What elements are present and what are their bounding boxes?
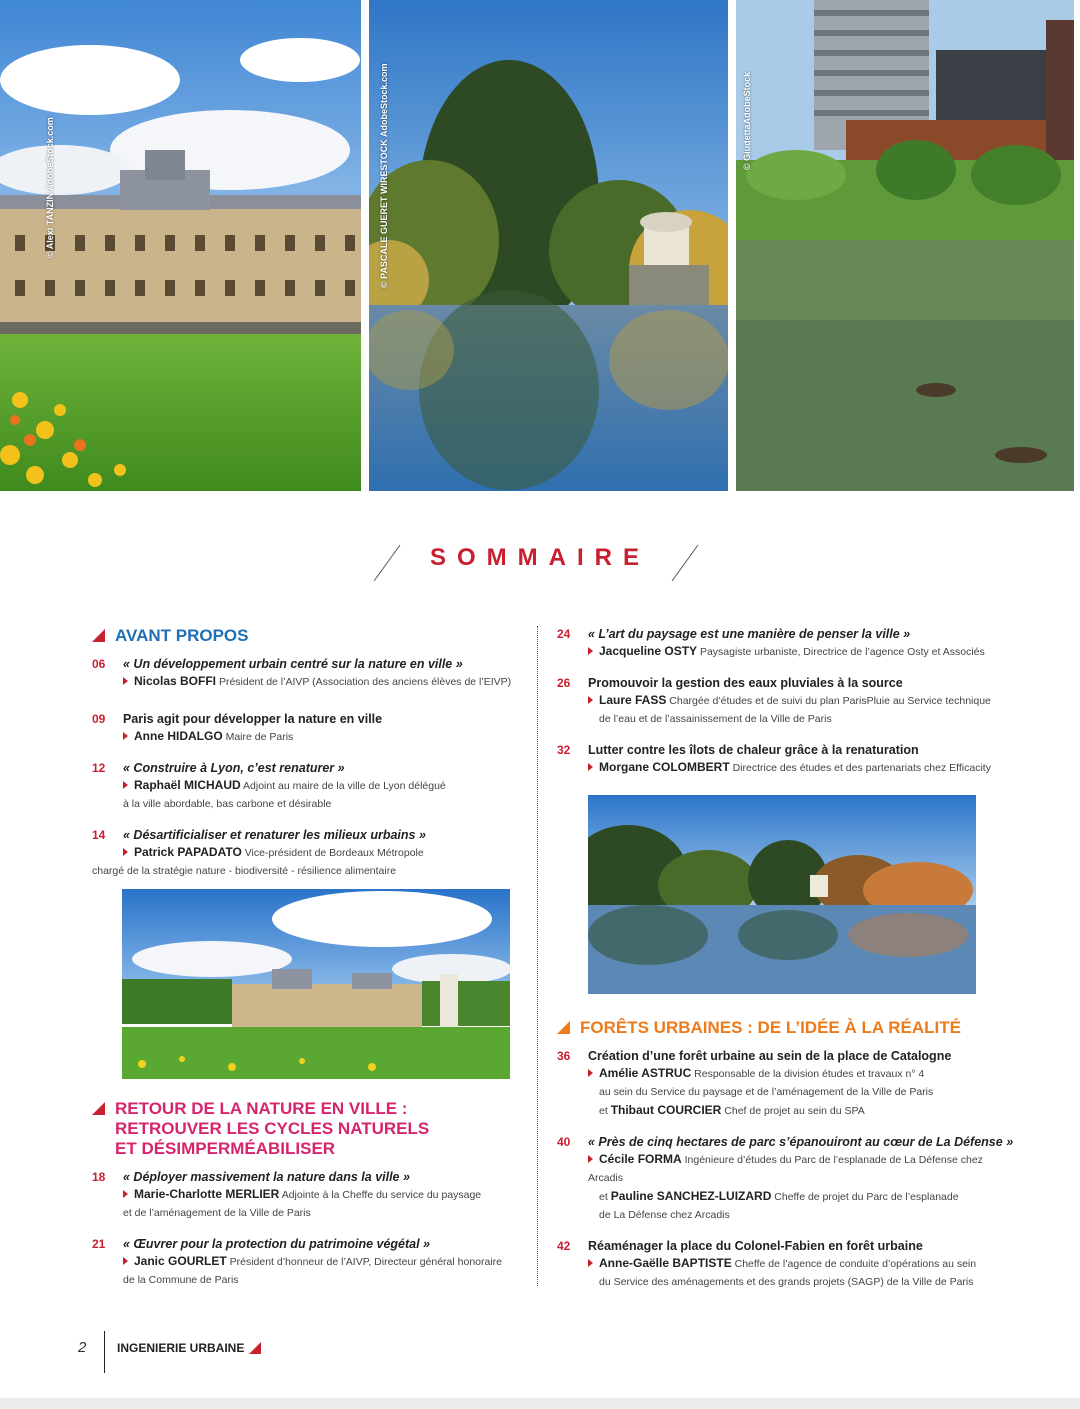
arrow-right-icon [588, 1069, 593, 1077]
photo-urban-park-pond [736, 0, 1074, 491]
entry-title: Réaménager la place du Colonel-Fabien en forêt urbaine [588, 1239, 923, 1253]
arrow-right-icon [588, 647, 593, 655]
conjunction: et [599, 1191, 608, 1203]
conjunction: et [599, 1105, 608, 1117]
author-name-2: Pauline SANCHEZ-LUIZARD [610, 1189, 772, 1203]
section-title-line-3: ET DÉSIMPERMÉABILISER [115, 1139, 336, 1158]
photo-lake-temple [369, 0, 728, 491]
author-name: Amélie ASTRUC [599, 1066, 692, 1080]
photo-luxembourg-palace [0, 0, 361, 491]
arrow-right-icon [123, 1190, 128, 1198]
triangle-marker-icon [557, 1021, 570, 1034]
title-slash-right [670, 543, 700, 583]
bottom-strip [0, 1398, 1080, 1409]
author-role-cont: à la ville abordable, bas carbone et désirable [123, 798, 332, 810]
author-role: Cheffe de l’agence de conduite d’opérations au sein [734, 1258, 977, 1270]
author-name: Laure FASS [599, 693, 667, 707]
author-role: Adjoint au maire de la ville de Lyon délégué [243, 780, 446, 792]
author-role: Paysagiste urbaniste, Directrice de l’agence Osty et Associés [699, 646, 985, 658]
author-role-2: Cheffe de projet du Parc de l’esplanade [774, 1191, 959, 1203]
page-number: 26 [557, 676, 571, 690]
entry-title: Création d’une forêt urbaine au sein de la place de Catalogne [588, 1049, 952, 1063]
author-name: Anne HIDALGO [134, 729, 223, 743]
entry-06[interactable] [92, 656, 522, 691]
page-number: 36 [557, 1049, 571, 1063]
page-number: 24 [557, 627, 571, 641]
section-title-text: FORÊTS URBAINES : DE L’IDÉE À LA RÉALITÉ [580, 1018, 961, 1037]
section-title-text [115, 1099, 429, 1159]
author-name: Janic GOURLET [134, 1254, 227, 1268]
author-role: Adjointe à la Cheffe du service du paysage [281, 1189, 482, 1201]
arrow-right-icon [588, 696, 593, 704]
author-role-cont: au sein du Service du paysage et de l’aménagement de la Ville de Paris [599, 1086, 934, 1098]
photo-luxembourg-garden [122, 889, 510, 1079]
left-column-bottom [92, 1099, 522, 1303]
arrow-right-icon [123, 1257, 128, 1265]
page-number: 40 [557, 1135, 571, 1149]
author-role-cont: de l’eau et de l’assainissement de la Ville de Paris [599, 713, 832, 725]
arrow-right-icon [123, 732, 128, 740]
author-name: Raphaël MICHAUD [134, 778, 241, 792]
author-name: Marie-Charlotte MERLIER [134, 1187, 280, 1201]
entry-title: Paris agit pour développer la nature en ville [123, 712, 383, 726]
author-name: Patrick PAPADATO [134, 845, 242, 859]
author-role: Président de l’AIVP (Association des anciens élèves de l’EIVP) [218, 676, 512, 688]
section-retour-nature [92, 1099, 522, 1159]
photo-lake-island [588, 795, 976, 994]
arrow-right-icon [123, 781, 128, 789]
page-number: 32 [557, 743, 571, 757]
author-role: Président d’honneur de l’AIVP, Directeur général honoraire [229, 1256, 502, 1268]
author-role-cont: chargé de la stratégie nature - biodiversité - résilience alimentaire [92, 865, 397, 877]
section-forets-urbaines [557, 1018, 1017, 1038]
section-title-text: AVANT PROPOS [115, 626, 249, 645]
entry-24[interactable] [557, 626, 997, 661]
page-number: 18 [92, 1170, 106, 1184]
author-name: Jacqueline OSTY [599, 644, 698, 658]
arrow-right-icon [588, 1259, 593, 1267]
entry-title: « Près de cinq hectares de parc s’épanouiront au cœur de La Défense » [588, 1135, 1014, 1149]
author-role-cont: et de l’aménagement de la Ville de Paris [123, 1207, 311, 1219]
entry-36[interactable] [557, 1048, 1017, 1120]
entry-title: Lutter contre les îlots de chaleur grâce à la renaturation [588, 743, 919, 757]
triangle-marker-icon [92, 629, 105, 642]
footer-rule [104, 1331, 105, 1373]
author-role: Vice-président de Bordeaux Métropole [244, 847, 424, 859]
author-name: Morgane COLOMBERT [599, 760, 730, 774]
author-name: Anne-Gaëlle BAPTISTE [599, 1256, 732, 1270]
author-role-cont: de La Défense chez Arcadis [599, 1209, 730, 1221]
author-role: Chargée d’études et de suivi du plan ParisPluie au Service technique [669, 695, 991, 707]
photo-credit-1: © Alexi TANZIN AdobeStock.com [45, 117, 55, 258]
entry-title: « Désartificialiser et renaturer les milieux urbains » [123, 828, 426, 842]
arrow-right-icon [123, 677, 128, 685]
page-number: 09 [92, 712, 106, 726]
right-column-bottom [557, 1018, 1017, 1305]
footer-page-number: 2 [78, 1339, 87, 1356]
section-title-line-1: RETOUR DE LA NATURE EN VILLE : [115, 1099, 408, 1118]
entry-12[interactable] [92, 760, 522, 813]
column-divider [537, 626, 538, 1286]
arrow-right-icon [588, 763, 593, 771]
left-column [92, 626, 522, 894]
page-number: 42 [557, 1239, 571, 1253]
entry-32[interactable] [557, 742, 997, 777]
page-number: 14 [92, 828, 106, 842]
entry-title: « L’art du paysage est une manière de penser la ville » [588, 627, 911, 641]
photo-credit-2: © PASCALE GUERET WIRESTOCK AdobeStock.com [379, 63, 389, 288]
entry-40[interactable] [557, 1134, 1017, 1224]
entry-09[interactable] [92, 711, 522, 746]
entry-title: « Construire à Lyon, c’est renaturer » [123, 761, 345, 775]
triangle-marker-icon [249, 1342, 261, 1354]
author-role: Ingénieure d’études du Parc de l’esplanade de La Défense chez Arcadis [588, 1154, 983, 1184]
author-name: Nicolas BOFFI [134, 674, 217, 688]
entry-title: « Un développement urbain centré sur la nature en ville » [123, 657, 463, 671]
author-role-cont: de la Commune de Paris [123, 1274, 239, 1286]
entry-42[interactable] [557, 1238, 1017, 1291]
right-column [557, 626, 997, 791]
page-number: 21 [92, 1237, 106, 1251]
entry-title: Promouvoir la gestion des eaux pluviales à la source [588, 676, 903, 690]
footer-brand-text: INGENIERIE URBAINE [117, 1341, 245, 1355]
footer-brand [117, 1341, 261, 1355]
author-name: Cécile FORMA [599, 1152, 682, 1166]
section-title-line-2: RETROUVER LES CYCLES NATURELS [115, 1119, 430, 1138]
entry-14[interactable] [92, 827, 522, 880]
page-title: SOMMAIRE [430, 544, 650, 571]
entry-26[interactable] [557, 675, 997, 728]
triangle-marker-icon [92, 1102, 105, 1115]
entry-title: « Déployer massivement la nature dans la ville » [123, 1170, 410, 1184]
author-role: Responsable de la division études et travaux n° 4 [694, 1068, 925, 1080]
author-role: Directrice des études et des partenariats chez Efficacity [732, 762, 991, 774]
arrow-right-icon [588, 1155, 593, 1163]
entry-title: « Œuvrer pour la protection du patrimoine végétal » [123, 1237, 431, 1251]
entry-21[interactable] [92, 1236, 522, 1289]
photo-credit-3: © GiudettaAdobeStock [742, 71, 752, 170]
author-name-2: Thibaut COURCIER [610, 1103, 722, 1117]
page-number: 06 [92, 657, 106, 671]
author-role-cont: du Service des aménagements et des grands projets (SAGP) de la Ville de Paris [599, 1276, 974, 1288]
author-role: Maire de Paris [225, 731, 294, 743]
arrow-right-icon [123, 848, 128, 856]
author-role-2: Chef de projet au sein du SPA [724, 1105, 865, 1117]
page-number: 12 [92, 761, 106, 775]
entry-18[interactable] [92, 1169, 522, 1222]
section-avant-propos [92, 626, 522, 646]
